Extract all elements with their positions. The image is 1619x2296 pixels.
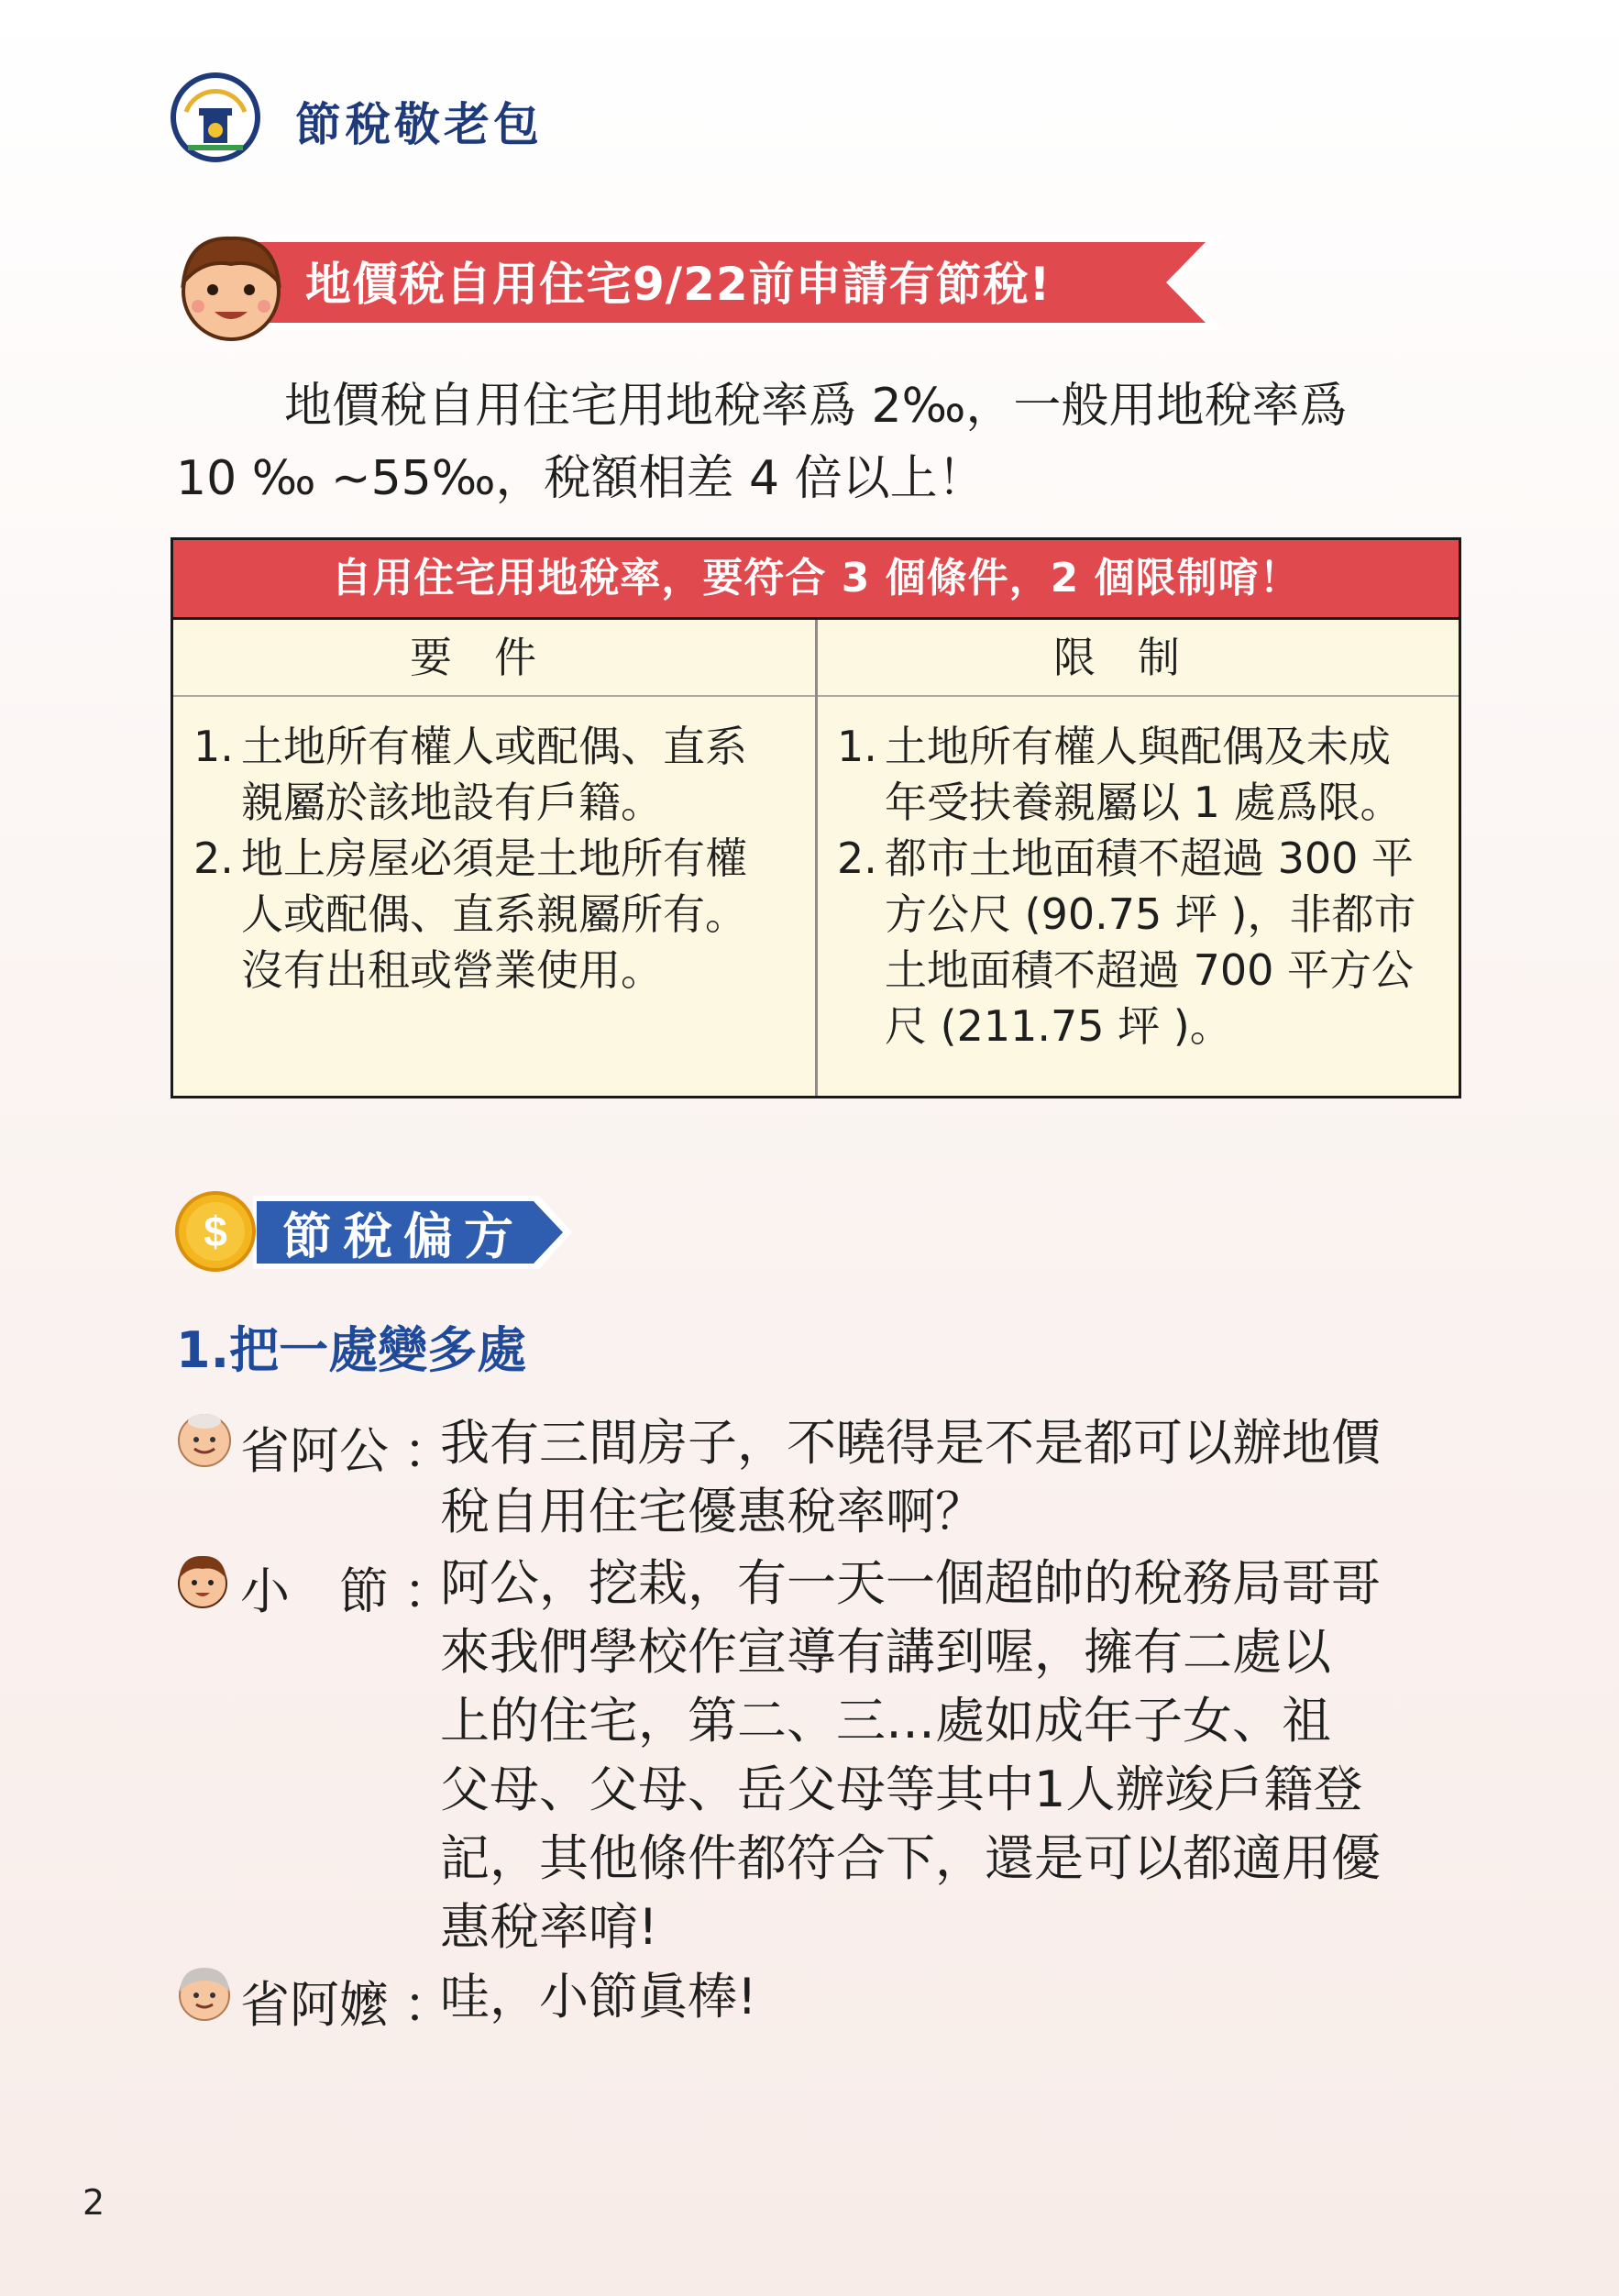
item-text: 土地所有權人與配偶及未成 (885, 722, 1391, 771)
page-number: 2 (83, 2182, 105, 2223)
item-text: 土地所有權人或配偶、直系 (241, 722, 747, 771)
speaker-name: 省阿公 (240, 1422, 389, 1480)
speech-line: 哇，小節眞棒! (440, 1968, 757, 2026)
speech-text (440, 1408, 1381, 1546)
speech-line: 父母、父母、岳父母等其中1人辦竣戶籍登 (440, 1761, 1363, 1818)
banner-title: 地價稅自用住宅9/22前申請有節稅! (305, 258, 1052, 311)
limits-list (837, 719, 1451, 1054)
column-divider (815, 620, 818, 1096)
intro-paragraph (176, 370, 1459, 515)
section-heading: 1.把一處變多處 (176, 1321, 527, 1379)
speech-line: 記，其他條件都符合下，還是可以都適用優 (440, 1829, 1381, 1887)
speaker-colon: ： (403, 1976, 453, 2034)
column-header-limits: 限制 (817, 620, 1459, 697)
speech-line: 來我們學校作宣導有講到喔，擁有二處以 (440, 1623, 1331, 1681)
grandpa-face-icon (174, 1408, 235, 1469)
dollar-coin-icon (174, 1190, 257, 1273)
column-header-requirements: 要件 (173, 620, 815, 697)
speaker-colon: ： (403, 1562, 453, 1620)
speech-line: 惠稅率唷! (440, 1898, 658, 1956)
tips-label: 節稅偏方 (282, 1208, 524, 1265)
requirements-list (193, 719, 808, 999)
item-number: 1. (837, 722, 877, 771)
list-item (837, 719, 1451, 831)
item-number: 1. (193, 722, 234, 771)
speech-line: 阿公，挖栽，有一天一個超帥的稅務局哥哥 (440, 1554, 1381, 1612)
item-text: 沒有出租或營業使用。 (241, 945, 663, 995)
keelung-logo (170, 72, 261, 163)
item-text: 尺 (211.75 坪 )。 (885, 1001, 1232, 1051)
item-number: 2. (837, 833, 877, 883)
speaker-name: 小 節 (240, 1562, 389, 1620)
table-heading: 自用住宅用地稅率，要符合 3 個條件，2 個限制唷！ (173, 540, 1459, 620)
boy-face-icon (171, 226, 292, 345)
boy-face-icon (172, 1550, 233, 1610)
item-text: 都市土地面積不超過 300 平 (885, 833, 1415, 883)
tax-rate-conditions-table (171, 537, 1461, 1098)
coin-symbol: $ (204, 1208, 227, 1255)
grandma-face-icon (174, 1962, 235, 2023)
item-text: 親屬於該地設有戶籍。 (241, 778, 663, 827)
item-text: 土地面積不超過 700 平方公 (885, 945, 1415, 995)
list-item (837, 831, 1451, 1054)
speech-line: 我有三間房子，不曉得是不是都可以辦地價 (440, 1414, 1381, 1472)
item-text: 年受扶養親屬以 1 處爲限。 (885, 778, 1403, 827)
list-item (193, 719, 808, 831)
item-number: 2. (193, 833, 234, 883)
speech-line: 上的住宅，第二、三…處如成年子女、祖 (440, 1692, 1331, 1750)
speaker-colon: ： (403, 1422, 453, 1480)
intro-line: 10 ‰ ~55‰，稅額相差 4 倍以上！ (176, 451, 986, 506)
item-text: 人或配偶、直系親屬所有。 (241, 889, 747, 939)
speaker-name: 省阿嬤 (240, 1976, 389, 2034)
item-text: 方公尺 (90.75 坪 )，非都市 (885, 889, 1416, 939)
page-header-title: 節稅敬老包 (295, 98, 543, 151)
list-item (193, 831, 808, 999)
speech-text (440, 1962, 757, 2031)
item-text: 地上房屋必須是土地所有權 (241, 833, 747, 883)
speech-text (440, 1549, 1381, 1961)
intro-line: 地價稅自用住宅用地稅率爲 2‰，一般用地稅率爲 (284, 379, 1348, 434)
speech-line: 稅自用住宅優惠稅率啊？ (440, 1483, 985, 1540)
